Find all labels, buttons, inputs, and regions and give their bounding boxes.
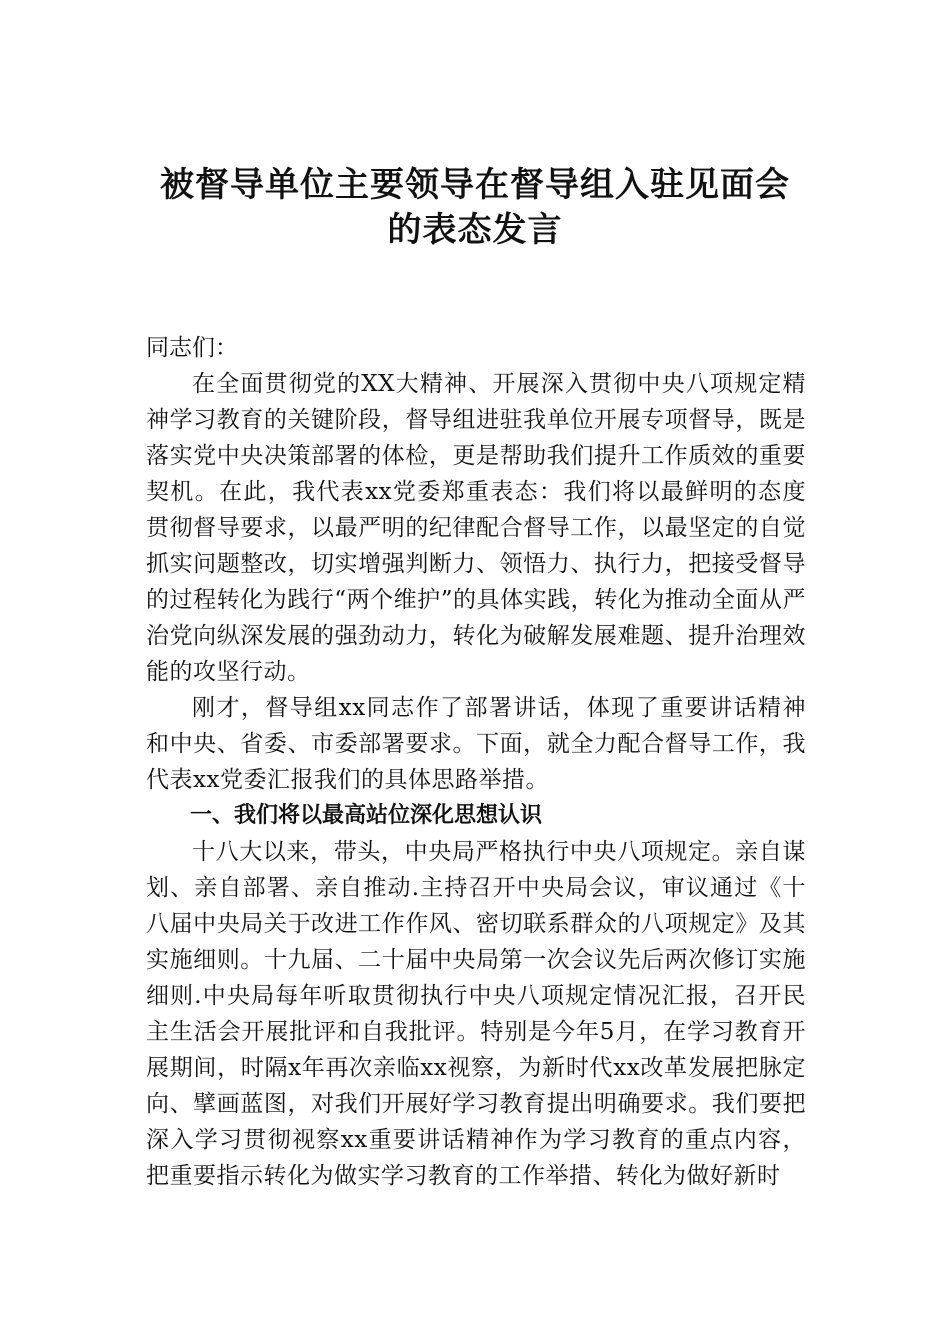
section-heading-1: 一、我们将以最高站位深化思想认识 [190,803,543,828]
paragraph-1: 在全面贯彻党的XX大精神、开展深入贯彻中央八项规定精神学习教育的关键阶段，督导组进驻我单位开展专项督导，既是落实党中央决策部署的体检，更是帮助我们提升工作质效的重要契机。在此，我代表xx党委郑重表态：我们将以最鲜明的态度贯彻督导要求，以最严明的纪律配合督导工作，以最坚定的自觉抓实问题整改，切实增强判断力、领悟力、执行力，把接受督导的过程转化为践行“两个维护”的具体实践，转化为推动全面从严治党向纵深发展的强劲动力，转化为破解发展难题、提升治理效能的攻坚行动。 [146,371,806,685]
document-title-line-2: 的表态发言 [387,210,563,250]
document-body [146,330,806,1194]
paragraph-3: 十八大以来，带头，中央局严格执行中央八项规定。亲自谋划、亲自部署、亲自推动.主持召开中央局会议，审议通过《十八届中央局关于改进工作作风、密切联系群众的八项规定》及其实施细则。十九届、二十届中央局第一次会议先后两次修订实施细则.中央局每年听取贯彻执行中央八项规定情况汇报，召开民主生活会开展批评和自我批评。特别是今年5月，在学习教育开展期间，时隔x年再次亲临xx视察，为新时代xx改革发展把脉定向、擘画蓝图，对我们开展好学习教育提出明确要求。我们要把深入学习贯彻视察xx重要讲话精神作为学习教育的重点内容，把重要指示转化为做实学习教育的工作举措、转化为做好新时 [146,839,806,1189]
document-title-line-1: 被督导单位主要领导在督导组入驻见面会 [160,165,790,205]
salutation: 同志们： [146,335,238,361]
paragraph-2: 刚才，督导组xx同志作了部署讲话，体现了重要讲话精神和中央、省委、市委部署要求。下面，就全力配合督导工作，我代表xx党委汇报我们的具体思路举措。 [146,695,806,793]
